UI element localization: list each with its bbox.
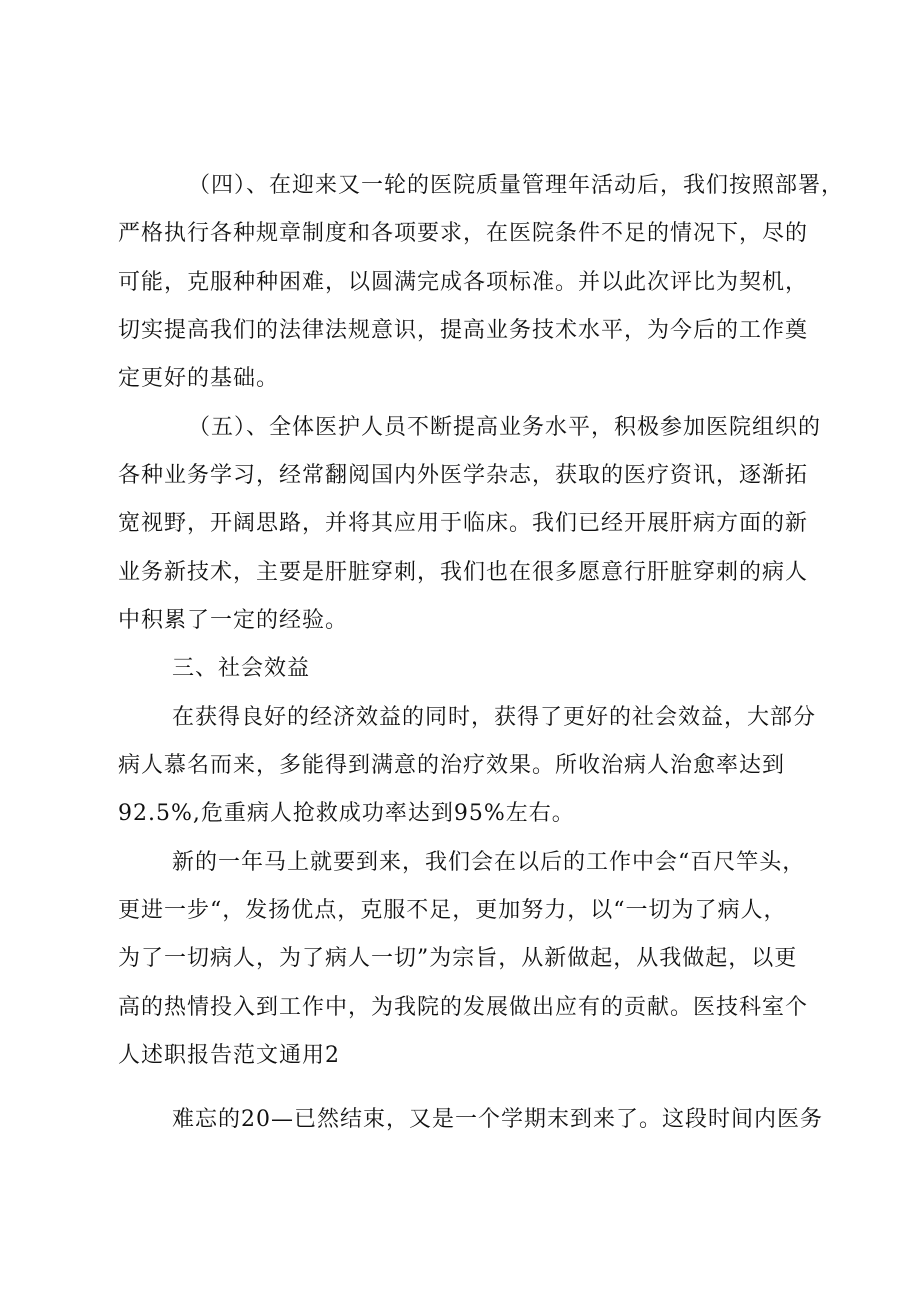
text-line: 切实提高我们的法律法规意识，提高业务技术水平，为今后的工作奠	[118, 318, 809, 343]
text-line: 可能，克服种种困难，以圆满完成各项标准。并以此次评比为契机，	[118, 270, 809, 295]
text-line: （五）、全体医护人员不断提高业务水平，积极参加医院组织的	[188, 415, 822, 440]
text-line: 更进一步“，发扬优点，克服不足，更加努力，以“一切为了病人，	[118, 898, 787, 923]
text-line: 严格执行各种规章制度和各项要求，在医院条件不足的情况下，尽的	[118, 221, 809, 246]
text-line: （四）、在迎来又一轮的医院质量管理年活动后，我们按照部署，	[188, 173, 845, 198]
text-line: 业务新技术，主要是肝脏穿刺，我们也在很多愿意行肝脏穿刺的病人	[118, 560, 809, 585]
text-line: 在获得良好的经济效益的同时，获得了更好的社会效益，大部分	[172, 705, 817, 730]
text-line: 难忘的20—已然结束，又是一个学期末到来了。这段时间内医务	[172, 1107, 823, 1132]
text-line: 病人慕名而来，多能得到满意的治疗效果。所收治病人治愈率达到	[118, 753, 786, 778]
text-line: 为了一切病人，为了病人一切”为宗旨，从新做起，从我做起，以更	[118, 946, 798, 971]
text-line: 新的一年马上就要到来，我们会在以后的工作中会“百尺竿头，	[172, 850, 806, 875]
section-heading: 三、社会效益	[172, 656, 311, 681]
text-line: 定更好的基础。	[118, 366, 280, 391]
text-line: 各种业务学习，经常翻阅国内外医学杂志，获取的医疗资讯，逐渐拓	[118, 463, 809, 488]
text-line: 高的热情投入到工作中，为我院的发展做出应有的贡献。医技科室个	[118, 995, 809, 1020]
text-line: 中积累了一定的经验。	[118, 608, 349, 633]
text-line: 宽视野，开阔思路，并将其应用于临床。我们已经开展肝病方面的新	[118, 511, 809, 536]
text-line: 92.5%,危重病人抢救成功率达到95%左右。	[118, 801, 575, 826]
text-line: 人述职报告范文通用2	[118, 1043, 340, 1068]
